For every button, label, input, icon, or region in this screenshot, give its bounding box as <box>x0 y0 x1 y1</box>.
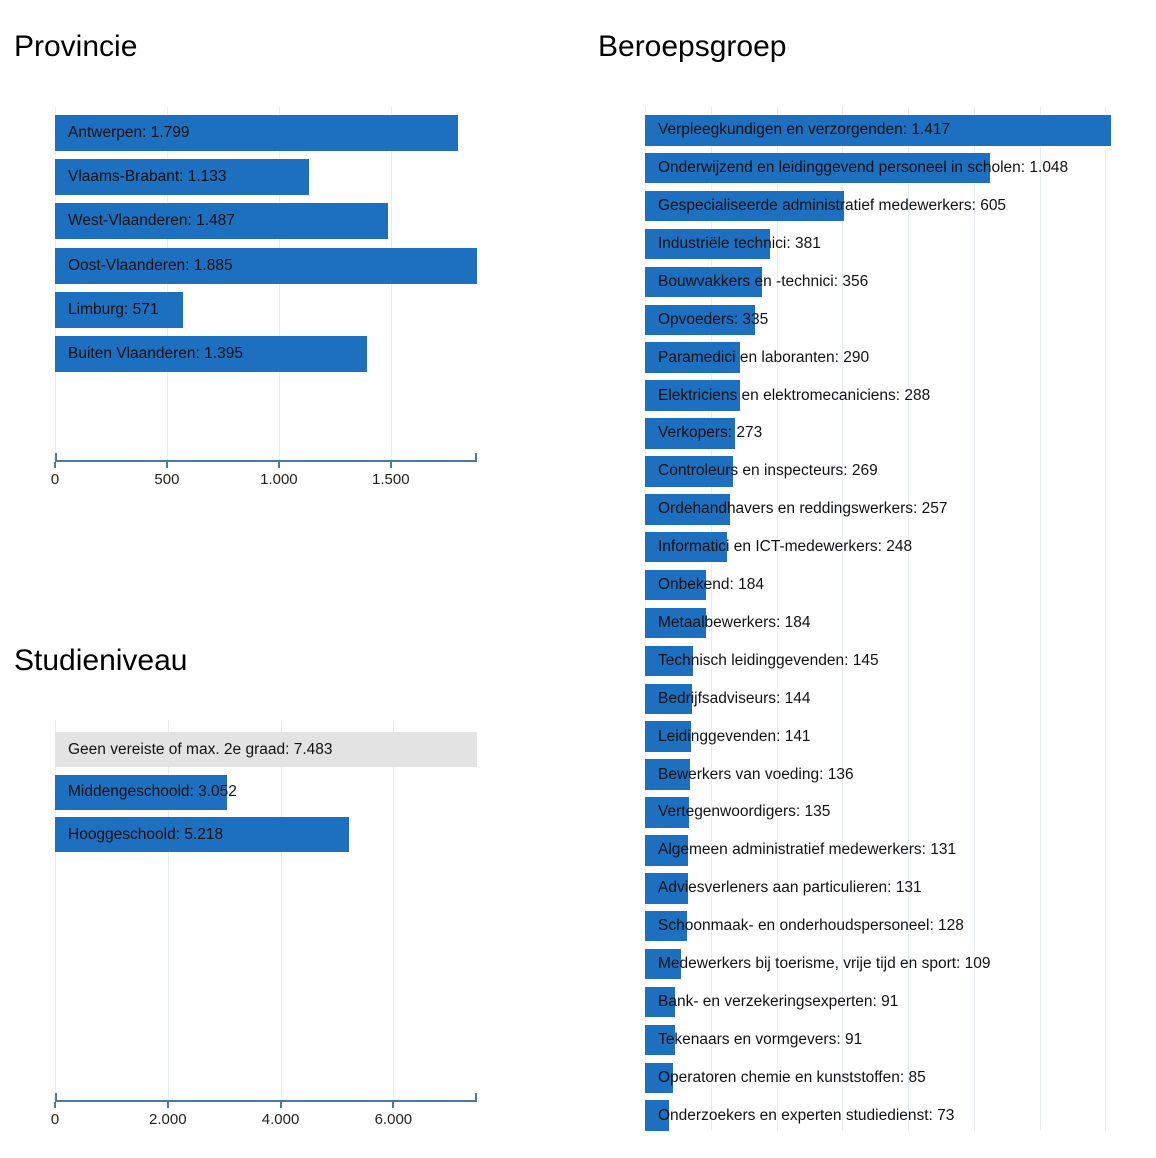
bar-label: Onderzoekers en experten studiedienst: 73 <box>658 1106 955 1124</box>
bar-label: Metaalbewerkers: 184 <box>658 613 811 631</box>
bar[interactable] <box>645 797 831 828</box>
x-axis-end-cap <box>55 1093 57 1102</box>
x-axis-tick-label: 6.000 <box>374 1111 413 1128</box>
bar[interactable] <box>55 159 309 195</box>
bar[interactable] <box>55 336 367 372</box>
bar-label: Schoonmaak- en onderhoudspersoneel: 128 <box>658 917 964 935</box>
x-axis-tick-label: 0 <box>50 1111 60 1128</box>
bar-label: Algemeen administratief medewerkers: 131 <box>658 841 957 859</box>
bar-label: Informatici en ICT-medewerkers: 248 <box>658 538 913 556</box>
bar[interactable] <box>55 732 477 767</box>
x-axis-tick <box>390 462 392 468</box>
bar[interactable] <box>55 775 237 810</box>
x-axis-tick <box>167 1102 169 1108</box>
bar[interactable] <box>645 873 922 904</box>
beroepsgroep-plot-area <box>645 107 1111 1131</box>
bar-label: Buiten Vlaanderen: 1.395 <box>68 345 243 362</box>
bar-label: Operatoren chemie en kunststoffen: 85 <box>658 1068 926 1086</box>
bar[interactable] <box>645 949 991 980</box>
x-axis-tick-label: 500 <box>154 471 180 488</box>
bar[interactable] <box>645 532 913 563</box>
bar-label: Industriële technici: 381 <box>658 234 821 252</box>
bar-label: Bouwvakkers en -technici: 356 <box>658 272 869 290</box>
gridline <box>393 720 394 1100</box>
studieniveau-plot-area <box>50 720 477 1128</box>
bar[interactable] <box>645 1063 926 1094</box>
x-axis-end-cap <box>55 453 57 462</box>
x-axis-end-cap <box>475 453 477 462</box>
gridline <box>281 720 282 1100</box>
bar-label: Tekenaars en vormgevers: 91 <box>658 1030 863 1048</box>
bar[interactable] <box>645 835 957 866</box>
bar-label: Limburg: 571 <box>68 300 159 318</box>
bar-label: Elektriciens en elektromecaniciens: 288 <box>658 386 931 404</box>
bar[interactable] <box>645 1025 863 1056</box>
bar-label: Gespecialiseerde administratief medewerkers: 605 <box>658 197 1007 215</box>
bar-label: Middengeschoold: 3.052 <box>68 783 237 800</box>
bar[interactable] <box>645 305 769 336</box>
bar-label: Bank- en verzekeringsexperten: 91 <box>658 992 899 1010</box>
bar[interactable] <box>645 987 899 1018</box>
gridline <box>777 107 778 1131</box>
bar-label: Oost-Vlaanderen: 1.885 <box>68 256 233 274</box>
x-axis <box>50 460 477 494</box>
chart-title-studieniveau: Studieniveau <box>14 644 188 677</box>
bar-label: Bedrijfsadviseurs: 144 <box>658 689 811 707</box>
gridline <box>974 107 975 1131</box>
x-axis-tick-label: 4.000 <box>261 1111 300 1128</box>
bar-label: Antwerpen: 1.799 <box>68 124 190 141</box>
bar[interactable] <box>645 646 879 677</box>
bar[interactable] <box>645 342 870 373</box>
chart-title-provincie: Provincie <box>14 30 138 63</box>
bar[interactable] <box>55 203 388 239</box>
bar[interactable] <box>55 292 183 328</box>
x-axis-tick-label: 0 <box>50 471 60 488</box>
bar-label: Technisch leidinggevenden: 145 <box>658 651 879 669</box>
bar[interactable] <box>645 380 931 411</box>
bar[interactable] <box>645 153 1069 184</box>
bar-label: Adviesverleners aan particulieren: 131 <box>658 879 922 897</box>
bar-label: Verpleegkundigen en verzorgenden: 1.417 <box>658 121 951 139</box>
bar-label: Onbekend: 184 <box>658 576 765 594</box>
bar[interactable] <box>645 759 854 790</box>
x-axis-tick <box>166 462 168 468</box>
bar[interactable] <box>55 817 349 852</box>
x-axis-tick <box>280 1102 282 1108</box>
bar[interactable] <box>645 494 948 525</box>
gridline <box>1040 107 1041 1131</box>
bar[interactable] <box>645 911 964 942</box>
gridline <box>842 107 843 1131</box>
x-axis-tick <box>54 462 56 468</box>
bar-label: Vlaams-Brabant: 1.133 <box>68 168 227 186</box>
bar-label: West-Vlaanderen: 1.487 <box>68 212 235 230</box>
bar[interactable] <box>645 115 1111 146</box>
bar[interactable] <box>645 721 811 752</box>
bar-label: Opvoeders: 335 <box>658 310 769 328</box>
x-axis-tick <box>278 462 280 468</box>
x-axis-line <box>55 1100 477 1102</box>
x-axis-line <box>55 460 477 462</box>
gridline <box>908 107 909 1131</box>
provincie-plot-area <box>50 107 477 488</box>
bar[interactable] <box>645 1100 955 1131</box>
bar[interactable] <box>645 608 811 639</box>
x-axis-tick-label: 1.500 <box>372 471 410 488</box>
bar-label: Verkopers: 273 <box>658 424 763 442</box>
x-axis-end-cap <box>475 1093 477 1102</box>
bar-label: Paramedici en laboranten: 290 <box>658 348 870 366</box>
chart-title-beroepsgroep: Beroepsgroep <box>598 30 787 63</box>
bar[interactable] <box>645 570 765 601</box>
bar[interactable] <box>55 115 458 151</box>
bar-label: Geen vereiste of max. 2e graad: 7.483 <box>68 740 333 758</box>
gridline <box>711 107 712 1131</box>
x-axis-tick-label: 1.000 <box>260 471 298 488</box>
x-axis-tick <box>392 1102 394 1108</box>
bar[interactable] <box>55 248 477 284</box>
bar[interactable] <box>645 684 811 715</box>
bar-label: Medewerkers bij toerisme, vrije tijd en sport: 109 <box>658 955 991 973</box>
x-axis-tick <box>54 1102 56 1108</box>
bar[interactable] <box>645 456 878 487</box>
bar-label: Hooggeschoold: 5.218 <box>68 825 224 843</box>
bar-label: Vertegenwoordigers: 135 <box>658 803 831 821</box>
bar-label: Onderwijzend en leidinggevend personeel in scholen: 1.048 <box>658 159 1069 177</box>
gridline <box>1105 107 1106 1131</box>
bar[interactable] <box>645 418 763 449</box>
x-axis-tick-label: 2.000 <box>149 1111 187 1128</box>
bar-label: Bewerkers van voeding: 136 <box>658 765 854 783</box>
bar[interactable] <box>645 229 821 260</box>
x-axis <box>50 1100 477 1134</box>
bar[interactable] <box>645 191 1007 222</box>
bar-label: Controleurs en inspecteurs: 269 <box>658 462 878 480</box>
bar-label: Ordehandhavers en reddingswerkers: 257 <box>658 500 948 518</box>
bar-label: Leidinggevenden: 141 <box>658 727 811 745</box>
bar[interactable] <box>645 267 869 298</box>
